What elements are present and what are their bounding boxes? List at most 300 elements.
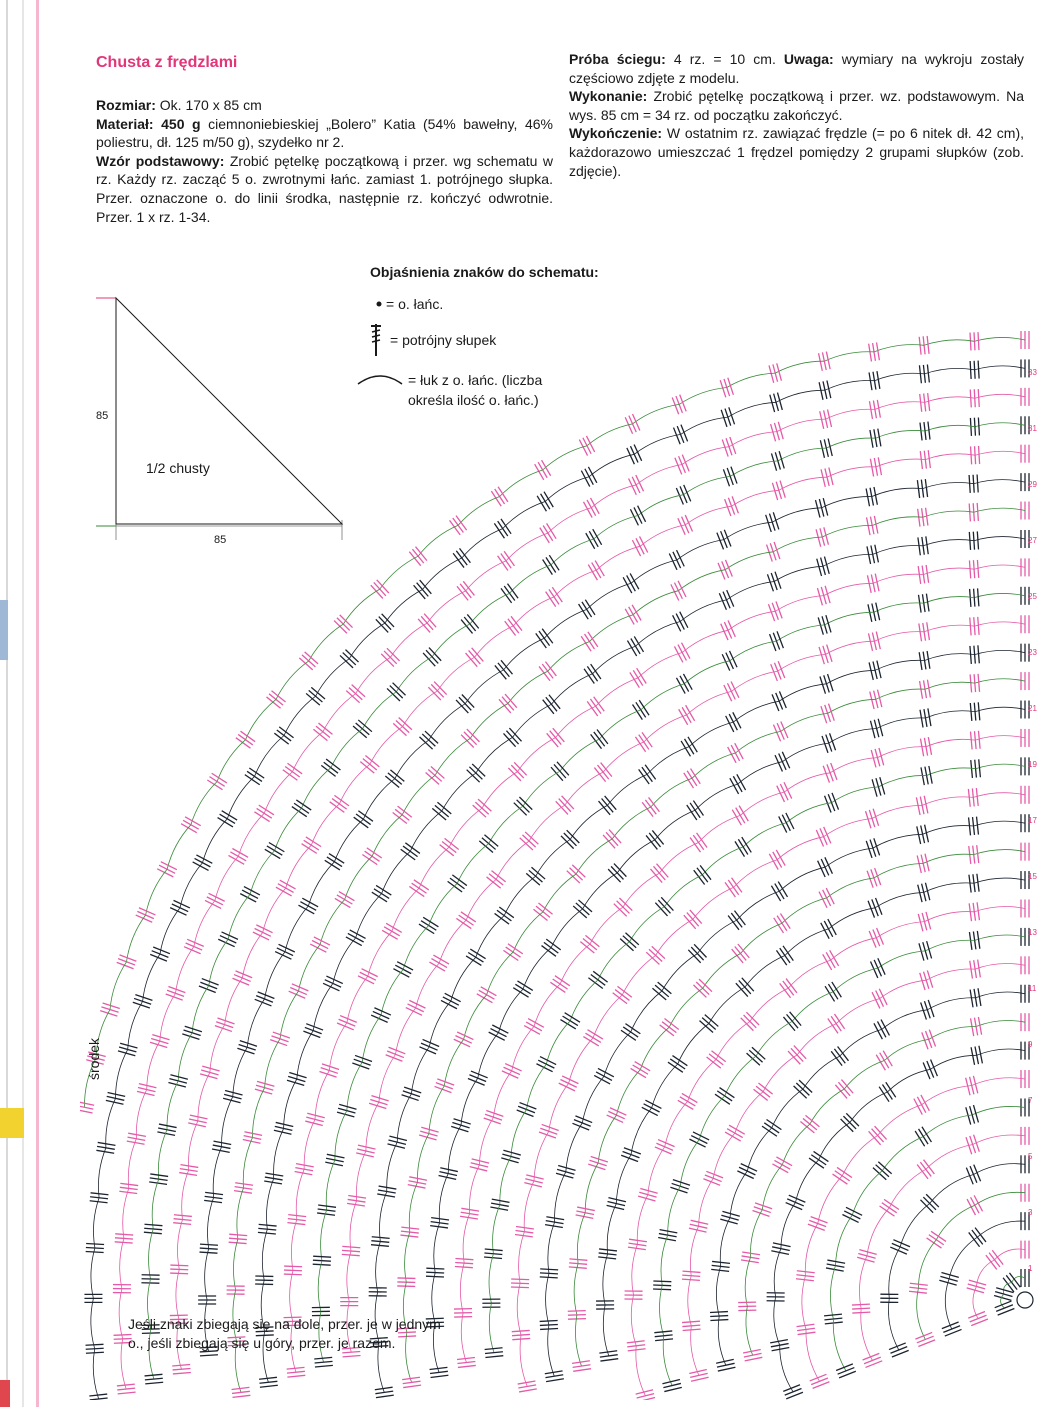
stitch-group (84, 1294, 102, 1302)
chain-arc (823, 554, 873, 566)
chain-arc (882, 1010, 928, 1030)
chain-arc (842, 1135, 877, 1175)
chain-arc (818, 1176, 843, 1224)
stitch-group (477, 987, 497, 1003)
stitch-group (387, 1136, 406, 1148)
chain-arc (429, 1001, 451, 1047)
chain-arc (977, 1221, 1025, 1237)
chain-arc (875, 430, 925, 438)
legend-arc-line1: = łuk z o. łańc. (liczba (408, 372, 543, 388)
stitch-group (818, 857, 833, 877)
chain-arc (926, 1145, 973, 1170)
stitch-group (773, 1157, 793, 1173)
stitch-group (106, 1093, 125, 1105)
chain-arc (556, 706, 596, 737)
chain-arc (291, 1220, 296, 1271)
chain-arc (527, 1064, 547, 1109)
chain-arc (255, 736, 285, 777)
gauge-paragraph (569, 50, 1024, 87)
stitch-group (867, 868, 881, 888)
stitch-group (658, 1230, 677, 1241)
chain-arc (313, 983, 333, 1030)
schematic-height-label: 85 (96, 410, 109, 422)
chain-arc (489, 1254, 493, 1303)
stitch-group (863, 1353, 883, 1367)
stitch-group (809, 1151, 828, 1168)
chain-arc (830, 758, 877, 773)
stitch-group (735, 837, 751, 857)
stitch-group (879, 1082, 896, 1101)
stitch-group (456, 912, 475, 929)
chain-arc (773, 537, 822, 552)
chain-arc (640, 525, 685, 546)
chain-arc (160, 908, 180, 954)
chain-arc (633, 591, 678, 615)
chain-arc (876, 689, 925, 699)
chain-arc (276, 661, 309, 700)
chain-arc (880, 980, 927, 998)
chain-arc (513, 597, 554, 626)
chain-arc (682, 447, 729, 465)
chain-arc (877, 718, 926, 729)
stitch-group (550, 976, 569, 993)
chain-arc (587, 583, 631, 609)
chain-arc (873, 545, 923, 554)
stitch-group (100, 1003, 120, 1016)
chain-arc (872, 517, 923, 526)
chain-arc (110, 962, 127, 1010)
stitch-group (117, 1384, 136, 1394)
chain-arc (840, 1029, 882, 1056)
stitch-group (490, 1199, 509, 1210)
chain-arc (684, 661, 729, 684)
chain-arc (926, 711, 976, 718)
chain-arc (874, 603, 924, 612)
pattern-title: Chusta z frędzlami (96, 54, 238, 71)
chain-arc (923, 854, 974, 863)
stitch-group (995, 1301, 1015, 1315)
chain-arc (464, 995, 487, 1040)
chain-arc (662, 954, 698, 991)
chain-arc (876, 922, 924, 938)
chain-arc (699, 815, 741, 842)
stitch-group (371, 1008, 391, 1023)
chain-arc (827, 878, 874, 898)
stitch-group (690, 833, 707, 852)
chain-arc (648, 1147, 665, 1195)
stitch-group (514, 797, 532, 815)
stitch-group (346, 685, 365, 703)
stitch-group (227, 1286, 245, 1294)
chain-arc (875, 373, 925, 380)
chain-arc (637, 1195, 648, 1245)
stitch-group (890, 1240, 910, 1254)
chain-arc (617, 1070, 641, 1116)
chain-arc (925, 912, 975, 922)
stitch-group (517, 1103, 537, 1117)
size-label: Rozmiar: (96, 97, 156, 113)
chain-arc (462, 529, 503, 558)
chain-arc (692, 753, 735, 778)
chain-arc (534, 984, 560, 1026)
chain-arc (688, 1059, 717, 1101)
chain-arc (884, 1039, 928, 1060)
chain-arc (738, 762, 783, 784)
stitch-group (833, 1167, 852, 1184)
chain-arc (524, 1181, 534, 1232)
stitch-group (536, 1057, 556, 1072)
stitch-group (624, 1291, 642, 1299)
chain-arc (180, 863, 203, 908)
chain-arc (457, 844, 489, 884)
finishing-label: Wykończenie: (569, 125, 663, 142)
chain-arc (651, 778, 692, 807)
stitch-group (232, 1387, 251, 1397)
chain-arc (476, 737, 513, 773)
chain-arc (569, 1038, 594, 1084)
chain-arc (395, 740, 429, 779)
chain-arc (213, 1147, 221, 1198)
chain-arc (470, 593, 510, 624)
chain-arc (731, 671, 777, 691)
chain-arc (750, 988, 788, 1021)
stitch-group (386, 1047, 406, 1061)
chain-arc (867, 1208, 889, 1256)
stitch-group (457, 1357, 476, 1367)
material-amount: 450 g (153, 115, 201, 132)
stitch-group (265, 843, 285, 859)
chain-arc (203, 819, 228, 863)
chain-arc (974, 1164, 1026, 1175)
chain-arc (876, 459, 925, 467)
stitch-group (970, 588, 979, 607)
chain-arc (519, 1232, 525, 1284)
stitch-group (969, 1228, 986, 1247)
chain-arc (975, 736, 1025, 740)
chain-arc (975, 963, 1025, 969)
chain-arc (205, 1249, 209, 1300)
chain-arc (176, 1269, 179, 1319)
stitch-group (141, 1275, 159, 1283)
chain-arc (534, 1131, 549, 1181)
stitch-group (1021, 1070, 1029, 1088)
chain-arc (930, 1055, 976, 1069)
legend-arc-line2: określa ilość o. łańc.) (408, 392, 539, 408)
chain-arc (523, 948, 551, 989)
chain-arc (106, 1098, 116, 1147)
gauge-label: Próba ściegu: (569, 51, 666, 67)
chain-arc (824, 352, 874, 361)
chain-arc (728, 611, 775, 630)
stitch-group (419, 917, 438, 933)
stitch-group (1021, 843, 1029, 861)
chain-arc (973, 793, 1025, 798)
stitch-group (559, 1076, 579, 1091)
chain-arc (677, 540, 724, 560)
stitch-group (679, 705, 695, 725)
chain-arc (311, 804, 339, 845)
chain-arc (774, 566, 823, 581)
chain-arc (641, 684, 685, 710)
chain-arc (822, 497, 872, 508)
chain-arc (470, 704, 508, 739)
stitch-group (722, 651, 737, 671)
stitch-group (970, 361, 979, 379)
binding-edge (22, 0, 24, 1407)
chain-arc (427, 591, 466, 623)
chain-arc (593, 646, 636, 674)
stitch-group (179, 1165, 198, 1176)
chain-arc (397, 1094, 411, 1142)
chain-arc (128, 1001, 143, 1049)
chain-arc (652, 1064, 678, 1108)
chain-arc (779, 867, 825, 891)
chain-arc (576, 839, 612, 874)
row-number: 11 (1028, 984, 1037, 993)
chain-arc (636, 465, 682, 485)
chain-arc (689, 722, 733, 747)
chain-arc (680, 600, 726, 622)
chain-arc (636, 622, 681, 647)
stitch-group (819, 888, 834, 908)
chain-arc (663, 1336, 672, 1386)
chain-arc (730, 461, 778, 477)
stitch-group (703, 1171, 723, 1185)
stitch-group (971, 731, 981, 750)
chain-arc (873, 574, 923, 583)
stitch-group (89, 1394, 108, 1400)
chain-arc (128, 1139, 136, 1189)
chain-arc (745, 1257, 750, 1306)
chain-arc (782, 898, 827, 923)
chain-arc (727, 373, 775, 387)
chain-arc (146, 869, 168, 915)
chain-arc (974, 593, 1025, 597)
chain-arc (210, 1025, 225, 1073)
chain-arc (695, 784, 738, 810)
chain-arc (167, 1081, 178, 1130)
chain-arc (824, 819, 873, 837)
chain-arc (661, 1235, 668, 1285)
chain-arc (777, 837, 823, 860)
chain-arc (875, 402, 925, 410)
chain-arc (423, 558, 462, 590)
chain-arc (874, 863, 923, 878)
chain-arc (750, 1210, 762, 1258)
chain-arc (924, 597, 974, 604)
chain-arc (872, 488, 923, 496)
chain-arc (617, 840, 655, 873)
footnote: Jeśli znaki zbiegają się na dole, przer. je w jednym o., jeśli zbiegają się u góry, przer. je razem. (128, 1316, 441, 1351)
stitch-group (772, 481, 785, 501)
chain-arc (735, 731, 780, 753)
stitch-group (259, 1377, 278, 1387)
stitch-group (723, 467, 737, 487)
stitch-group (719, 590, 733, 610)
chain-arc (160, 993, 176, 1041)
chain-arc (830, 1266, 835, 1319)
chain-arc (668, 1186, 681, 1235)
chain-arc (554, 570, 596, 597)
chain-arc (419, 847, 449, 888)
stitch-group (921, 1000, 934, 1020)
chain-arc (825, 381, 875, 391)
chain-arc (500, 470, 543, 497)
chain-arc (565, 772, 603, 805)
chain-arc (380, 1192, 387, 1242)
stitch-group (334, 615, 352, 633)
stitch-group (655, 897, 673, 916)
stitch-group (218, 811, 238, 827)
stitch-group (292, 800, 311, 817)
chain-arc (679, 388, 727, 405)
chain-arc (284, 696, 316, 735)
chain-arc (603, 1254, 608, 1305)
stitch-group (607, 1198, 626, 1210)
chain-arc (1001, 1294, 1005, 1308)
chain-arc (622, 955, 655, 995)
stitch-group (274, 1122, 293, 1134)
stitch-group (537, 492, 553, 512)
chain-arc (975, 935, 1025, 940)
chain-arc (900, 1203, 930, 1247)
stitch-group (968, 1312, 988, 1326)
chain-arc (659, 843, 698, 874)
chain-arc (356, 894, 382, 938)
chain-arc (859, 1256, 866, 1309)
chain-arc (975, 394, 1025, 398)
chain-arc (975, 1192, 1025, 1205)
chain-arc (762, 1165, 782, 1210)
stitch-group (376, 614, 394, 633)
chain-arc (925, 397, 975, 403)
stitch-group (967, 1195, 982, 1215)
stitch-group (240, 887, 260, 902)
chain-arc (977, 1049, 1025, 1055)
chain-arc (247, 999, 264, 1047)
chain-arc (343, 589, 380, 624)
chain-arc (737, 891, 780, 920)
chain-arc (461, 1078, 478, 1125)
chain-arc (778, 448, 826, 461)
chain-arc (781, 1202, 796, 1248)
chain-arc (656, 919, 693, 955)
chain-arc (779, 477, 827, 490)
chain-arc (285, 906, 308, 952)
chain-arc (334, 819, 363, 862)
stitch-group (419, 1127, 438, 1140)
chain-arc (438, 657, 475, 691)
chain-arc (925, 940, 974, 951)
chain-arc (923, 511, 974, 517)
chain-arc (640, 1027, 669, 1069)
chain-arc (630, 907, 665, 942)
chain-arc (466, 879, 496, 920)
chain-arc (974, 878, 1025, 883)
stitch-group (880, 1199, 899, 1216)
chain-arc (827, 467, 876, 477)
chain-arc (669, 988, 703, 1027)
page-binding (0, 0, 48, 1407)
chain-arc (888, 1298, 898, 1350)
chain-arc (499, 989, 524, 1033)
stitch-group (866, 838, 879, 858)
chain-arc (936, 1205, 975, 1240)
chain-arc (747, 1128, 772, 1171)
chain-arc (623, 873, 659, 907)
row-number: 9 (1028, 1040, 1033, 1049)
stitch-group (430, 1367, 449, 1377)
chain-arc (875, 892, 924, 907)
chain-arc (732, 490, 779, 506)
chain-arc (500, 1157, 511, 1205)
finishing-paragraph (569, 124, 1024, 180)
chain-arc (972, 1106, 1025, 1114)
stitch-group (400, 1227, 419, 1237)
chain-arc (972, 1078, 1025, 1086)
chain-arc (448, 1125, 461, 1173)
stitch-group (670, 1180, 690, 1193)
stitch-group (441, 993, 461, 1008)
chain-arc (560, 739, 599, 771)
chain-arc (633, 404, 680, 424)
chain-arc (504, 638, 545, 670)
material-text: ciemnoniebieskiej „Bolero” Katia (54% bawełny, 46% poliestru, dł. 125 m/50 g), szydełko nr 2. (96, 115, 553, 151)
chain-arc (296, 1169, 304, 1219)
chain-arc (297, 1031, 313, 1079)
stitch-group (375, 1387, 394, 1397)
chain-arc (923, 1115, 972, 1137)
size-paragraph (96, 96, 553, 115)
chain-arc (461, 1313, 466, 1363)
stitch-group (393, 962, 413, 978)
chain-arc (777, 419, 826, 432)
legend-title: Objaśnienia znaków do schematu: (370, 264, 599, 280)
chain-arc (292, 732, 323, 772)
chain-arc (120, 1238, 124, 1288)
chain-arc (850, 1092, 888, 1123)
stitch-group (639, 765, 656, 784)
chain-arc (347, 976, 368, 1023)
chain-arc (390, 623, 427, 657)
chain-arc (265, 952, 285, 999)
stitch-group (325, 854, 344, 870)
chain-arc (543, 446, 587, 470)
making-label: Wykonanie: (569, 88, 648, 105)
chain-arc (555, 1172, 566, 1222)
stitch-group (218, 932, 238, 947)
stitch-group (264, 1173, 283, 1184)
chain-arc (551, 674, 592, 705)
stitch-group (182, 1026, 202, 1039)
chain-arc (188, 1121, 197, 1170)
chain-arc (304, 1119, 315, 1169)
chain-arc (439, 920, 466, 963)
finishing-text: W ostatnim rz. zawiązać frędzle (= po 6 nitek dł. 42 cm), każdorazowo umieszczać 1 frędzel pomiędzy 2 grupami słupków (zob. zdjęcie). (569, 125, 1024, 179)
chain-arc (740, 792, 784, 815)
chain-arc (192, 986, 209, 1033)
row-number: 29 (1028, 480, 1037, 489)
chain-arc (691, 1326, 699, 1376)
stitch-group (693, 979, 711, 997)
chain-arc (718, 1316, 726, 1365)
stitch-group (551, 762, 569, 781)
chain-arc (583, 873, 618, 909)
chain-arc (262, 1229, 267, 1280)
stitch-group (491, 487, 508, 506)
chain-arc (861, 1309, 873, 1361)
chain-arc (763, 1055, 797, 1092)
